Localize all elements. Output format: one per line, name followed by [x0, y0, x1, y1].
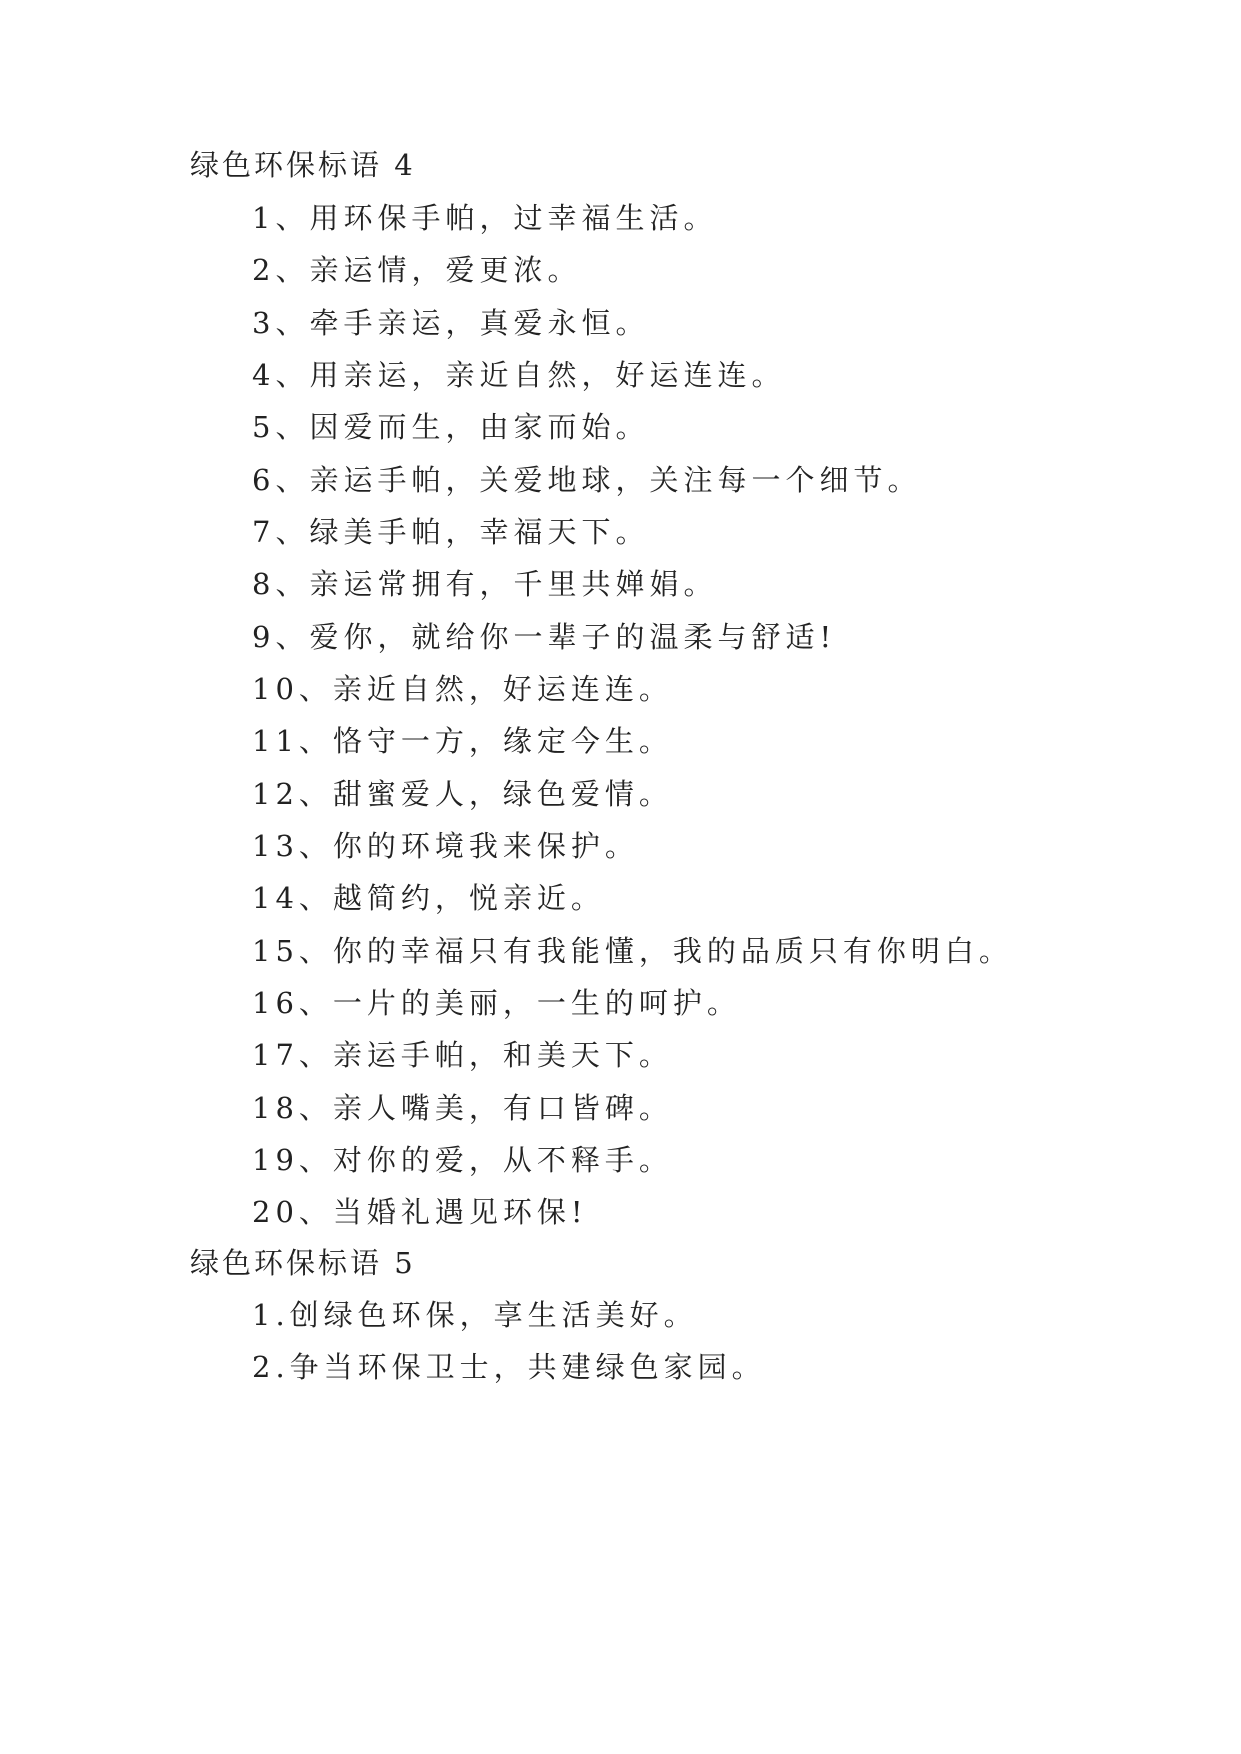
list-item: 5、因爱而生，由家而始。: [252, 410, 650, 444]
list-item: 2.争当环保卫士，共建绿色家园。: [252, 1350, 766, 1384]
list-item: 11、恪守一方，缘定今生。: [252, 724, 673, 758]
list-item: 19、对你的爱，从不释手。: [252, 1143, 673, 1177]
section-title: 绿色环保标语 5: [190, 1246, 416, 1280]
list-item: 12、甜蜜爱人，绿色爱情。: [252, 777, 673, 811]
list-item: 8、亲运常拥有，千里共婵娟。: [252, 567, 718, 601]
list-item: 13、你的环境我来保护。: [252, 829, 639, 863]
list-item: 14、越简约，悦亲近。: [252, 881, 605, 915]
list-item: 1.创绿色环保，享生活美好。: [252, 1298, 698, 1332]
list-item: 15、你的幸福只有我能懂，我的品质只有你明白。: [252, 934, 1013, 968]
list-item: 9、爱你，就给你一辈子的温柔与舒适!: [252, 620, 837, 654]
list-item: 6、亲运手帕，关爱地球，关注每一个细节。: [252, 463, 922, 497]
list-item: 20、当婚礼遇见环保!: [252, 1195, 588, 1229]
list-item: 2、亲运情，爱更浓。: [252, 253, 582, 287]
list-item: 4、用亲运，亲近自然，好运连连。: [252, 358, 786, 392]
list-item: 7、绿美手帕，幸福天下。: [252, 515, 650, 549]
list-item: 16、一片的美丽，一生的呵护。: [252, 986, 741, 1020]
list-item: 18、亲人嘴美，有口皆碑。: [252, 1091, 673, 1125]
list-item: 10、亲近自然，好运连连。: [252, 672, 673, 706]
list-item: 3、牵手亲运，真爱永恒。: [252, 306, 650, 340]
list-item: 1、用环保手帕，过幸福生活。: [252, 201, 718, 235]
list-item: 17、亲运手帕，和美天下。: [252, 1038, 673, 1072]
section-title: 绿色环保标语 4: [190, 148, 416, 182]
